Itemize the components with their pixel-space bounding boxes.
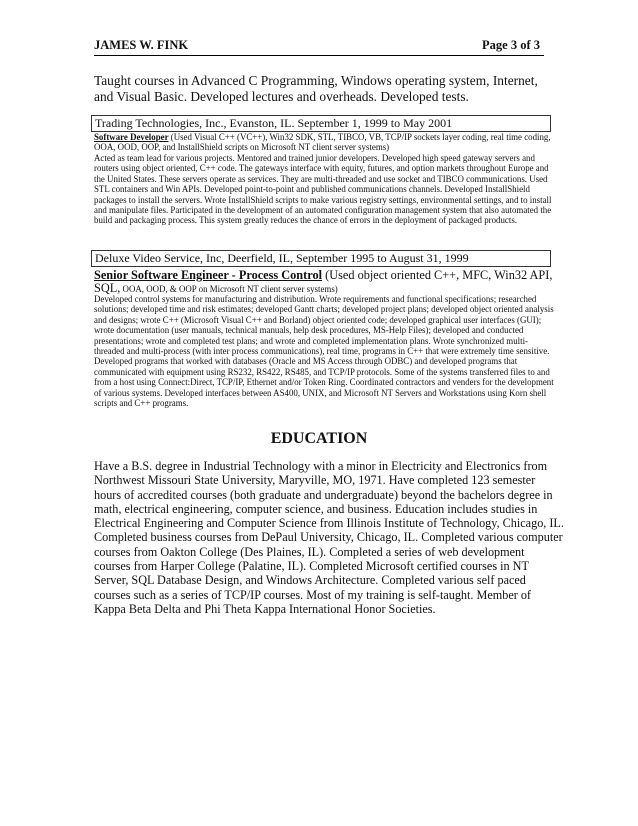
job2-tech-part2-small: OOA, OOD, & OOP on Microsoft NT client server systems) [120, 284, 338, 294]
job2-tech-part1: (Used object oriented C++, MFC, Win32 API, [322, 268, 553, 282]
education-heading: EDUCATION [270, 430, 368, 447]
education-body: Have a B.S. degree in Industrial Technology with a minor in Electricity and Electronics from Northwest Missouri State University, Maryville, MO, 1971. Have completed 123 semester hours of accredited courses (both graduate and undergraduate) beyond the bachelors degree in math, electrical engineering, computer science, and business. Education includes studies in Electrical Engineering and Computer Science from Illinois Institute of Technology, Chicago, IL. Completed business courses from DePaul University, Chicago, IL. Completed various computer courses from Oakton College (Des Plaines, IL). Completed a series of web development courses from Harper College (Palatine, IL). Completed Microsoft certified courses in NT Server, SQL Database Design, and Windows Architecture. Completed various self paced courses such as a series of TCP/IP courses. Most of my training is self-taught. Member of Kappa Beta Delta and Phi Theta Kappa International Honor Societies. [94, 459, 564, 616]
page-number: Page 3 of 3 [482, 38, 540, 52]
job2-employer: Deluxe Video Service, Inc, Deerfield, IL, September 1995 to August 31, 1999 [95, 251, 469, 265]
job2-employer-box [91, 250, 551, 267]
job2-role [94, 268, 554, 282]
job2-title: Senior Software Engineer - Process Control [94, 268, 323, 282]
job1-tech: (Used Visual C++ (VC++), Win32 SDK, STL, TIBCO, VB, TCP/IP sockets layer coding, real time coding, OOA, OOD, OOP, and InstallShield scripts on Microsoft NT client server systems) [94, 132, 551, 153]
job1-description: Acted as team lead for various projects. Mentored and trained junior developers. Developed high speed gateway servers and routers using object oriented, C++ code. The gateways interface with equity, futures, and option markets throughout Europe and the United States. These servers operate as services. They are multi-threaded and use socket and TIBCO communications. Used STL containers and Win APIs. Developed point-to-point and published communications channels. Developed InstallShield packages to install the servers. Wrote InstallShield scripts to make various registry settings, environmental settings, and to install and manipulate files. Participated in the development of an automated configuration management system that also automated the build and packaging process. This system greatly reduces the chance of errors in the deployment of packaged products. [94, 153, 552, 226]
job1-title: Software Developer [94, 132, 169, 142]
page-header [94, 38, 544, 56]
job2-tech-part2-large: SQL, [94, 281, 121, 295]
applicant-name: JAMES W. FINK [94, 38, 189, 52]
job1-employer-box [91, 115, 551, 132]
intro-paragraph: Taught courses in Advanced C Programming, Windows operating system, Internet, and Visual Basic. Developed lectures and overheads. Developed tests. [94, 73, 538, 104]
job1-employer: Trading Technologies, Inc., Evanston, IL. September 1, 1999 to May 2001 [95, 116, 453, 130]
job1-role [94, 132, 554, 153]
job2-description: Developed control systems for manufacturing and distribution. Wrote requirements and functional specifications; researched solutions; developed time and risk estimates; developed Gantt charts; developed project plans; developed object oriented analysis and designs; wrote C++ (Microsoft Visual C++ and Borland) object oriented code; developed graphical user interfaces (GUI); wrote documentation (user manuals, technical manuals, help desk procedures, MS-Help Files); developed and conducted presentations; wrote and completed test plans; and wrote and completed implementation plans. Wrote synchronized multi-threaded and multi-process (with inter process communications), real time, programs in C++ that were extremely time sensitive. Developed programs that worked with databases (Oracle and MS Access through ODBC) and developed programs that communicated with equipment using RS232, RS422, RS485, and TCP/IP protocols. Some of the systems transferred files to and from a host using Connect:Direct, TCP/IP, Ethernet and/or Token Ring. Coordinated contractors and venders for the development of various systems. Developed interfaces between AS400, UNIX, and Microsoft NT Servers and Workstations using Korn shell scripts and C++ programs. [94, 294, 554, 409]
